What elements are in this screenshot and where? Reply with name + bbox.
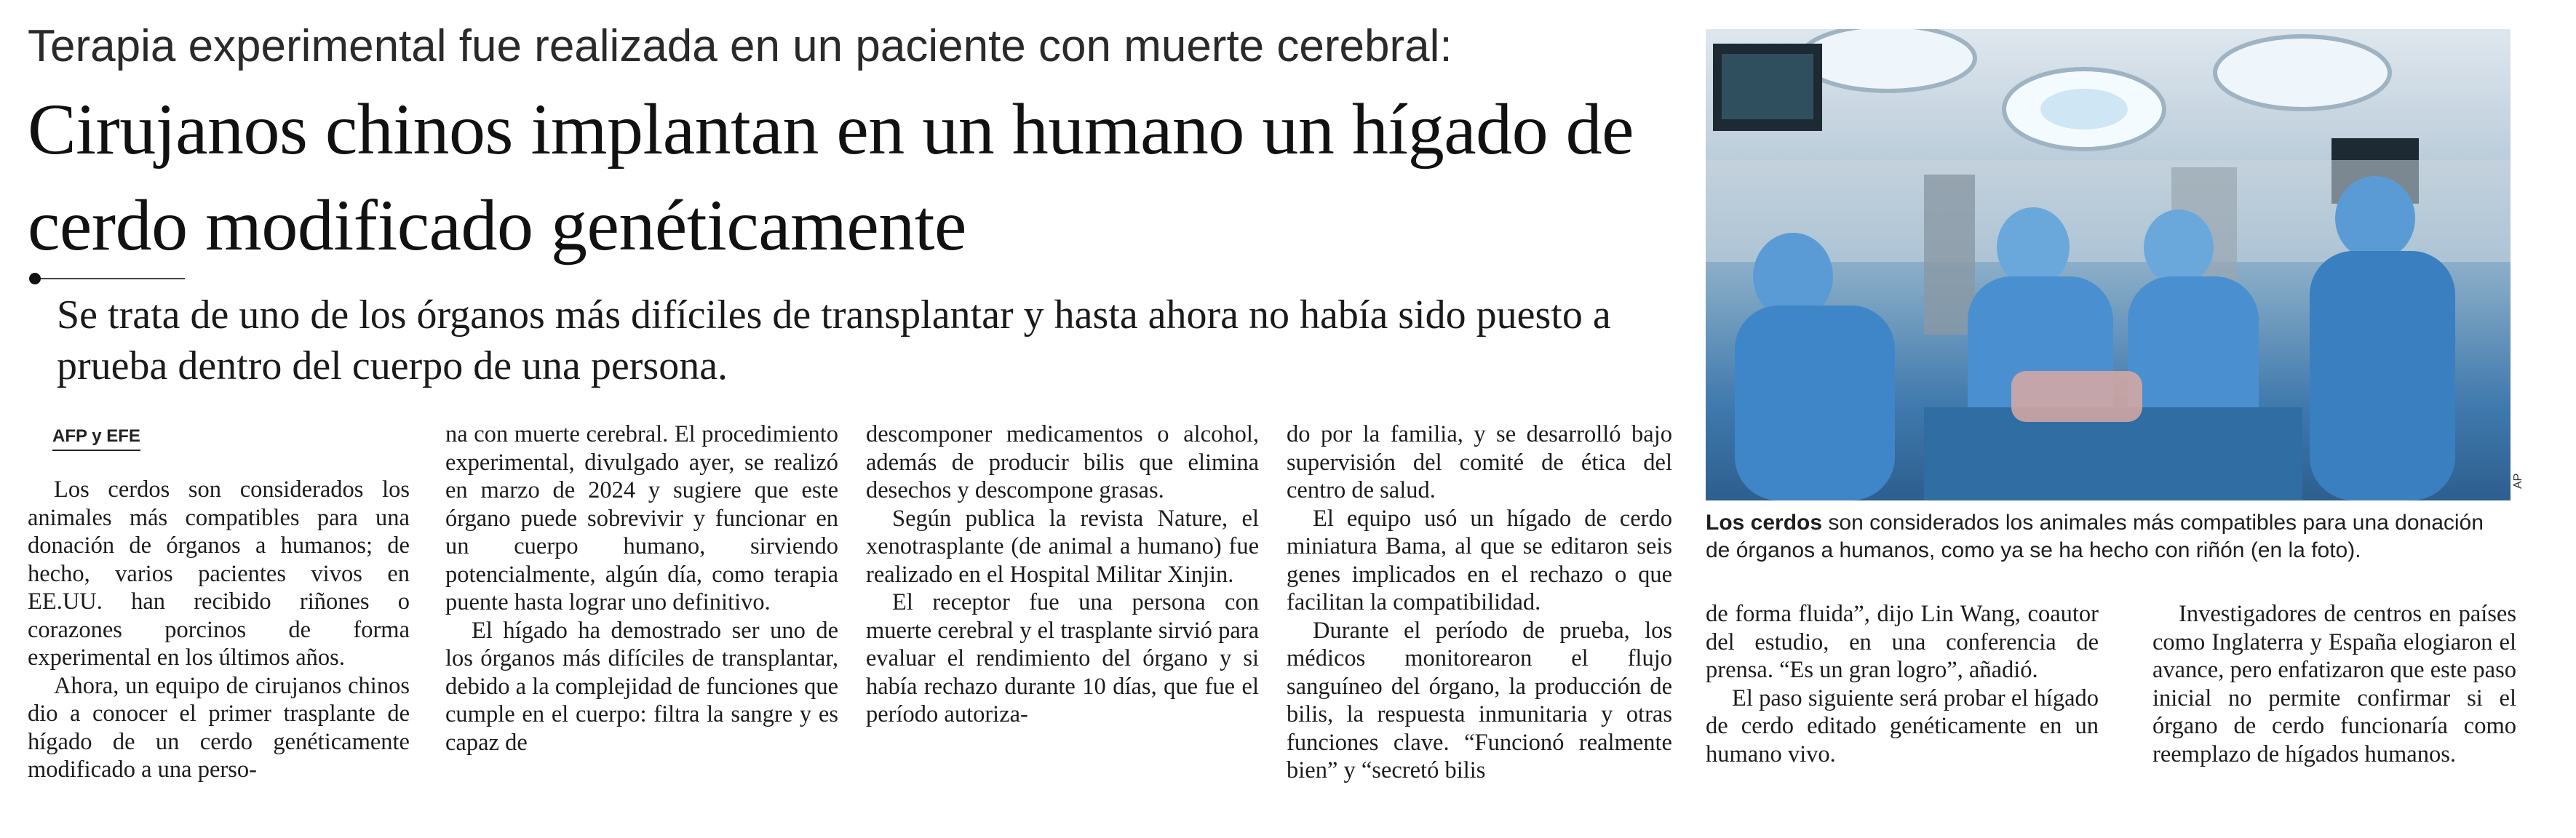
paragraph: Investigadores de centros en países como Inglaterra y España elogiaron el avance, pero enfatizaron que este paso inicial no permite confirmar si el órgano de cerdo funcionaría como reemplazo de hígados humanos.	[2152, 601, 2516, 767]
paragraph: Ahora, un equipo de cirujanos chinos dio a conocer el primer trasplante de hígado de un cerdo genéticamente modificado a una perso-	[28, 672, 410, 783]
photo-credit: AP	[2512, 473, 2524, 489]
caption-text: son considerados los animales más compatibles para una donación de órganos a humanos, como ya se ha hecho con riñón (en la foto).	[1706, 511, 2484, 562]
paragraph: na con muerte cerebral. El procedimiento experimental, divulgado ayer, se realizó en marzo de 2024 y sugiere que este órgano puede sobrevivir y funcionar en un cuerpo humano, sirviendo potencialmente, algún día, como terapia puente hasta lograr uno definitivo.	[445, 421, 838, 615]
surgeon-figure	[1735, 233, 1895, 500]
paragraph: Durante el período de prueba, los médicos monitorearon el flujo sanguíneo del órgano, la producción de bilis, la respuesta inmunitaria y otras funciones clave. “Funcionó realmente bien” y “secretó bilis	[1287, 617, 1672, 783]
surgery-photo	[1706, 29, 2511, 500]
kicker: Terapia experimental fue realizada en un paciente con muerte cerebral:	[28, 21, 1452, 71]
paragraph: El receptor fue una persona con muerte cerebral y el trasplante sirvió para evaluar el rendimiento del órgano y si había rechazo durante 10 días, que fue el período autoriza-	[866, 589, 1259, 727]
headline: Cirujanos chinos implantan en un humano un hígado de cerdo modificado genéticamente	[28, 89, 1634, 266]
article-column-1	[28, 476, 410, 784]
paragraph: descomponer medicamentos o alcohol, además de producir bilis que elimina desechos y descompone grasas.	[866, 421, 1259, 503]
paragraph: El hígado ha demostrado ser uno de los órganos más difíciles de transplantar, debido a la complejidad de funciones que cumple en el cuerpo: filtra la sangre y es capaz de	[445, 617, 838, 756]
article-column-6	[2152, 600, 2516, 768]
article-column-3	[866, 420, 1259, 729]
surgery-photo-illustration	[1706, 29, 2511, 500]
paragraph: Según publica la revista Nature, el xenotrasplante (de animal a humano) fue realizado en el Hospital Militar Xinjin.	[866, 505, 1259, 588]
headline-rule-dot	[29, 273, 41, 284]
paragraph: do por la familia, y se desarrolló bajo supervisión del comité de ética del centro de salud.	[1287, 421, 1672, 503]
surgical-lamp-icon	[2215, 36, 2390, 109]
article-column-4	[1287, 420, 1672, 785]
paragraph: El paso siguiente será probar el hígado de cerdo editado genéticamente en un humano vivo.	[1706, 685, 2099, 767]
caption-lead: Los cerdos	[1706, 511, 1823, 535]
article-column-5	[1706, 600, 2099, 768]
byline: AFP y EFE	[52, 426, 140, 451]
paragraph: El equipo usó un hígado de cerdo miniatura Bama, al que se editaron seis genes implicados en el rechazo o que facilitan la compatibilidad.	[1287, 505, 1672, 615]
article-column-2	[445, 420, 838, 757]
subhead: Se trata de uno de los órganos más difíciles de transplantar y hasta ahora no había sido puesto a prueba dentro del cuerpo de una persona.	[57, 292, 1611, 388]
photo-caption	[1706, 509, 2511, 564]
paragraph: Los cerdos son considerados los animales más compatibles para una donación de órganos a humanos; de hecho, varios pacientes vivos en EE.UU. han recibido riñones o corazones porcinos de forma experimental en los últimos años.	[28, 476, 410, 671]
headline-rule	[32, 278, 185, 279]
paragraph: de forma fluida”, dijo Lin Wang, coautor del estudio, en una conferencia de prensa. “Es un gran logro”, añadió.	[1706, 601, 2099, 683]
surgical-lamp-icon	[1800, 29, 1975, 91]
